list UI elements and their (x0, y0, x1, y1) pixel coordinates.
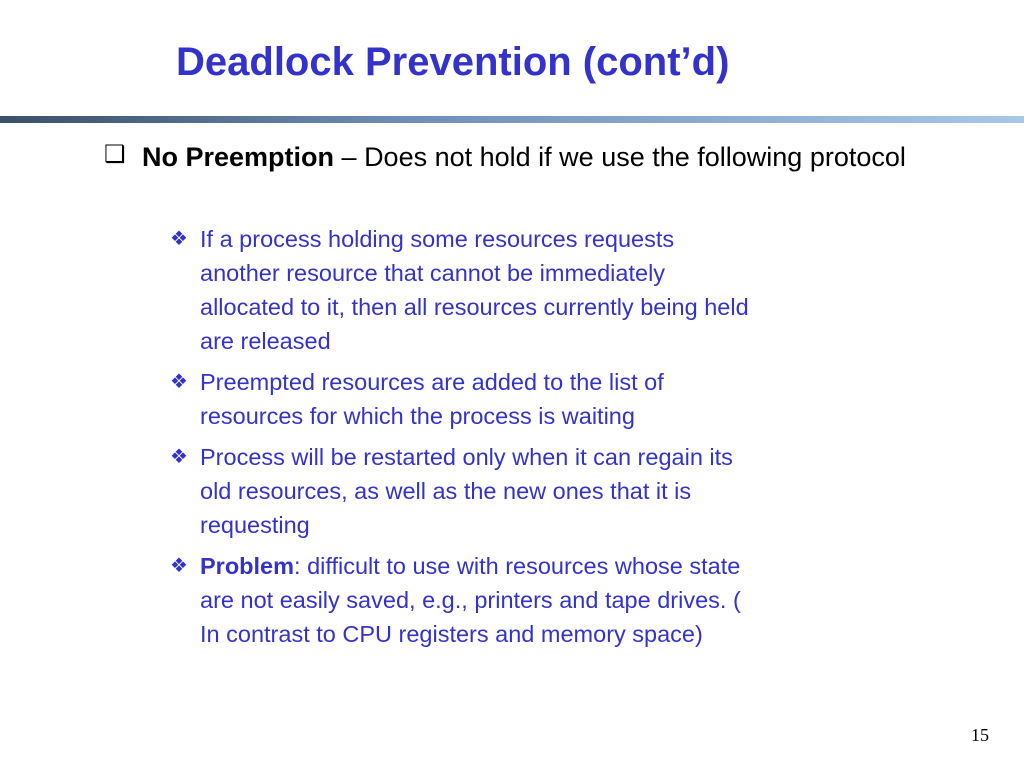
main-bullet-separator: – (334, 142, 365, 172)
four-diamond-bullet-icon: ❖ (170, 555, 188, 577)
four-diamond-bullet-icon: ❖ (170, 446, 188, 468)
sub-bullet-text: Process will be restarted only when it can regain its old resources, as well as the new ones that it is requesting (200, 444, 733, 538)
sub-bullet-text (200, 549, 960, 651)
sub-bullet-item (170, 440, 960, 542)
main-bullet (104, 138, 924, 176)
sub-bullet-text: Preempted resources are added to the list of resources for which the process is waiting (200, 369, 664, 429)
problem-label: Problem (200, 553, 295, 579)
main-bullet-body: Does not hold if we use the following protocol (364, 142, 906, 172)
sub-bullet-text: If a process holding some resources requests another resource that cannot be immediately allocated to it, then all resources currently being held are released (200, 226, 749, 354)
sub-bullet-item (170, 365, 960, 433)
problem-description: : difficult to use with resources whose state are not easily saved, e.g., printers and tape drives. ( In contrast to CPU registers and memory space) (200, 553, 741, 647)
main-bullet-text (142, 138, 924, 176)
main-bullet-heading: No Preemption (142, 142, 335, 172)
sub-bullet-item (170, 549, 960, 651)
title-divider (0, 116, 1024, 123)
page-number: 15 (971, 725, 989, 745)
four-diamond-bullet-icon: ❖ (170, 228, 188, 250)
four-diamond-bullet-icon: ❖ (170, 371, 188, 393)
hollow-square-bullet-icon: ❑ (104, 141, 126, 168)
sub-bullet-item (170, 222, 960, 358)
slide-title: Deadlock Prevention (cont’d) (176, 40, 730, 84)
sub-bullet-list (170, 222, 960, 658)
